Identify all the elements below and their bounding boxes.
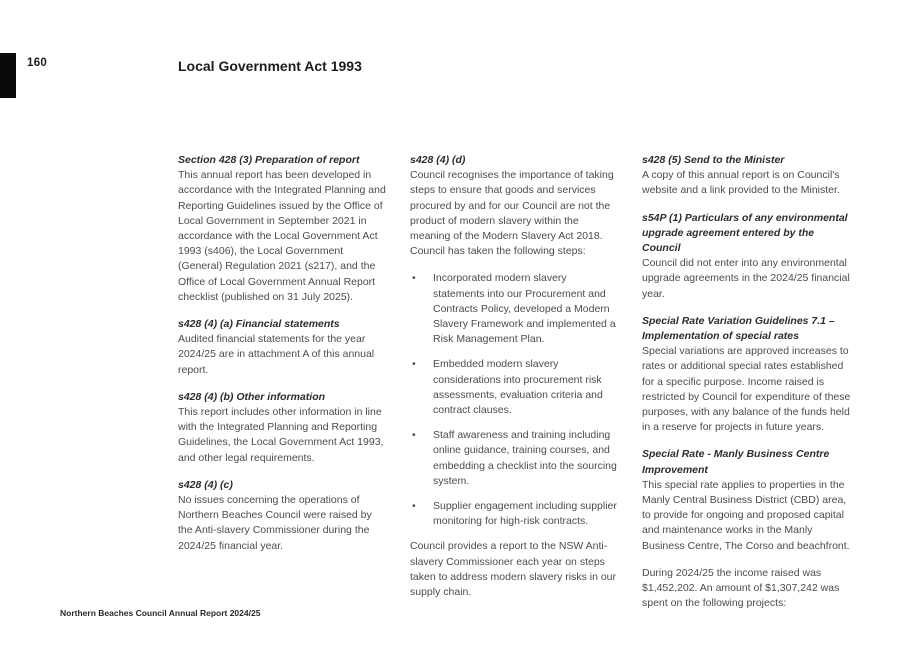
section-428-5-send-to-minister <box>642 153 851 199</box>
list-item: • Staff awareness and training including online guidance, training courses, and embedding a checklist into the sourcing system. <box>410 428 619 489</box>
section-428-4b-other-information <box>178 390 387 466</box>
page-number: 160 <box>27 57 48 69</box>
section-paragraph: No issues concerning the operations of Northern Beaches Council were raised by the Anti-slavery Commissioner during the 2024/25 financial year. <box>178 494 372 552</box>
section-special-rate-variation-guidelines <box>642 314 851 436</box>
section-paragraph: Special variations are approved increases to rates or additional special rates established for a specific purpose. Income raised is restricted by Council for expenditure of these purposes, with any balance of the funds held in a reserve for projects in future years. <box>642 345 851 434</box>
section-heading: s54P (1) Particulars of any environmental upgrade agreement entered by the Council <box>642 211 848 255</box>
section-paragraph: This report includes other information in line with the Integrated Planning and Reporting Guidelines, the Local Government Act 1993, and other legal requirements. <box>178 406 384 464</box>
section-heading: Special Rate Variation Guidelines 7.1 – Implementation of special rates <box>642 314 835 343</box>
section-heading: Special Rate - Manly Business Centre Improvement <box>642 448 830 476</box>
section-428-4d-modern-slavery <box>410 153 619 600</box>
column-left <box>178 153 387 566</box>
section-heading: Section 428 (3) Preparation of report <box>178 154 360 166</box>
section-paragraph: Audited financial statements for the year 2024/25 are in attachment A of this annual report. <box>178 333 375 376</box>
section-heading: s428 (4) (b) Other information <box>178 390 326 403</box>
section-paragraph: This annual report has been developed in accordance with the Integrated Planning and Reporting Guidelines issued by the Office of Local Government in September 2021 in accordance with the Local Government Act 1993 (s406), the Local Government (General) Regulation 2021 (s217), and the Office of Local Government Annual Report checklist (published on 31 July 2025). <box>178 169 386 303</box>
page-title: Local Government Act 1993 <box>178 58 362 74</box>
list-item: • Embedded modern slavery considerations into procurement risk assessments, evaluation criteria and contract clauses. <box>410 357 619 418</box>
section-paragraph: This special rate applies to properties in the Manly Central Business District (CBD) area, to provide for ongoing and proposed capital and maintenance works in the Manly Business Centre, The Corso and beachfront. <box>642 478 850 552</box>
column-right <box>642 153 851 623</box>
section-s54p-environmental-upgrade <box>642 211 851 302</box>
section-heading: s428 (5) Send to the Minister <box>642 154 785 166</box>
section-paragraph: A copy of this annual report is on Council's website and a link provided to the Minister. <box>642 169 840 197</box>
section-428-3-preparation <box>178 153 387 305</box>
page-footer: Northern Beaches Council Annual Report 2024/25 <box>60 608 261 618</box>
section-special-rate-manly-business <box>642 447 851 611</box>
section-heading: s428 (4) (c) <box>178 478 233 491</box>
column-middle <box>410 153 619 612</box>
list-item: • Supplier engagement including supplier monitoring for high-risk contracts. <box>410 499 619 529</box>
section-heading: s428 (4) (d) <box>410 154 466 166</box>
section-heading: s428 (4) (a) Financial statements <box>178 318 340 331</box>
section-paragraph: During 2024/25 the income raised was $1,452,202. An amount of $1,307,242 was spent on the following projects: <box>642 566 840 610</box>
page-edge-tab <box>0 53 16 98</box>
list-item: • Incorporated modern slavery statements into our Procurement and Contracts Policy, developed a Modern Slavery Framework and implemented a Risk Management Plan. <box>410 271 619 347</box>
section-paragraph: Council recognises the importance of taking steps to ensure that goods and services procured by and for our Council are not the product of modern slavery within the meaning of the Modern Slavery Act 2018. Council has taken the following steps: <box>410 169 614 258</box>
section-paragraph: Council did not enter into any environmental upgrade agreements in the 2024/25 financial year. <box>642 257 850 300</box>
section-428-4a-financial-statements <box>178 317 387 378</box>
section-paragraph: Council provides a report to the NSW Anti-slavery Commissioner each year on steps taken to address modern slavery risks in our supply chain. <box>410 540 617 599</box>
modern-slavery-steps-list <box>410 271 619 529</box>
section-428-4c <box>178 478 387 554</box>
